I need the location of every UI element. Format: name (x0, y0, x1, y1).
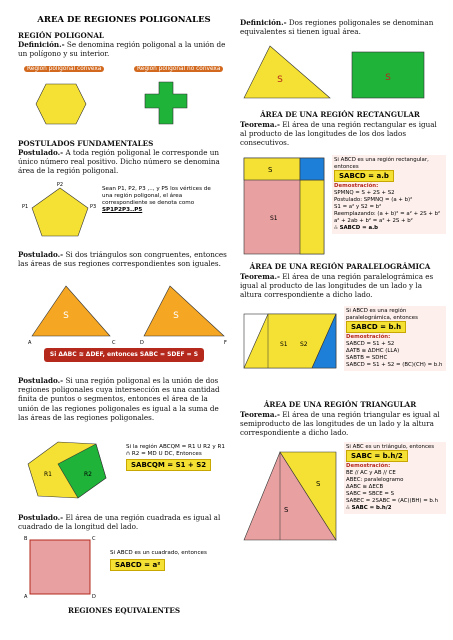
svg-text:S: S (268, 166, 273, 174)
tri-demo-line: ΔABC ≅ ΔECB (346, 484, 384, 490)
svg-text:S: S (173, 311, 179, 321)
rect-theorem: Teorema.- El área de una región rectangular es igual al producto de las longitudes de los dos lados consecutivos. (240, 120, 437, 148)
square-formula: SABCD = a² (110, 559, 165, 571)
polygon-figures (24, 76, 224, 128)
postulado-2: Postulado.- Si dos triángulos son congruentes, entonces las áreas de sus regiones correspondientes son iguales. (18, 250, 227, 269)
region-definition: Definición.- Se denomina región poligonal a la unión de un polígono y su interior. (18, 40, 226, 59)
svg-text:S: S (385, 73, 391, 83)
rect-demo-box: Si ABCD es una región rectangular, entonces SABCD = a.b Demostración: SPMNQ = S + 2S + S2 Postulado: SPMNQ = (a + b)² S1 = a² y S2 = b² Reemplazando: (a + b)² = a² + 2S + b² a² + 2ab + b² = a² + 2S + b² ∴ SABCD = a.b (332, 155, 446, 234)
svg-text:P3: P3 (90, 204, 97, 210)
union-caption: Si la región ABCQM = R1 U R2 y R1 ∩ R2 = MD U DC, Entonces SABCQM = S1 + S2 (126, 444, 225, 469)
para-formula: SABCD = b.h (346, 321, 406, 333)
rect-demo-line: Reemplazando: (a + b)² = a² + 2S + b² (334, 211, 441, 217)
rect-demo-line: SPMNQ = S + 2S + S2 (334, 190, 395, 196)
postulado-3: Postulado.- Si una región poligonal es la unión de dos regiones poligonales cuya intersección es una cantidad finita de puntos o segmentos, entonces el área de la unión de las regiones poligonales es igual a la suma de las áreas de las regiones poligonales. (18, 376, 220, 422)
page-title: AREA DE REGIONES POLIGONALES (37, 15, 211, 25)
pentagon-caption: Sean P1, P2, P3 ,.., y P5 los vértices de una región poligonal, el área correspondiente se denota como SP1P2P3..P5 (102, 186, 211, 213)
equiv-heading: REGIONES EQUIVALENTES (67, 606, 181, 615)
tri-demo-line: SABC = SBCE = S (346, 491, 395, 497)
para-theorem: Teorema.- El área de una región paralelográmica es igual al producto de las longitudes de un lado y la altura correspondiente a dicho lado. (240, 272, 434, 300)
rect-demo-line: S1 = a² y S2 = b² (334, 204, 382, 210)
tri-demo-line: ∴ SABC = b.h/2 (346, 505, 392, 511)
tri-demo-line: ABEC: paralelogramo (346, 477, 404, 483)
rect-demo-line: Postulado: SPMNQ = (a + b)² (334, 197, 413, 203)
tri-heading: ÁREA DE UNA REGIÓN TRIANGULAR (263, 400, 417, 409)
svg-text:D: D (92, 594, 96, 600)
congruent-triangles-figure (18, 278, 230, 346)
tri-demo-line: SABEC = 2SABC = (AC)(BH) = b.h (346, 498, 438, 504)
para-demo-line: SABTB = SDHC (346, 355, 388, 361)
postulado-1: Postulado.- A toda región poligonal le corresponde un único número real positivo. Dicho número se denomina área de la región poligonal. (18, 148, 220, 176)
svg-text:R2: R2 (84, 471, 92, 478)
rect-figure (240, 152, 328, 258)
pentagon-figure (20, 180, 100, 240)
para-demo-line: SABCD = S1 + S2 = (BC)(CH) = b.h (346, 362, 443, 368)
para-demo-line: SABCD = S1 + S2 (346, 341, 395, 347)
svg-text:C: C (112, 340, 116, 346)
svg-text:S: S (277, 75, 283, 85)
nonconvex-label: Región poligonal no convexa (134, 66, 223, 72)
svg-text:S: S (316, 480, 321, 488)
para-demo-line: ΔATB ≅ ΔDHC (LLA) (346, 348, 400, 354)
svg-text:C: C (92, 536, 96, 542)
polygon-examples (24, 66, 224, 126)
equiv-definition: Definición.- Dos regiones poligonales se denominan equivalentes si tienen igual área. (240, 18, 434, 37)
para-figure (240, 306, 340, 376)
rect-demo-line: ∴ SABCD = a.b (334, 225, 379, 231)
square-figure (22, 534, 106, 600)
svg-text:S1: S1 (270, 215, 278, 222)
svg-text:R1: R1 (44, 471, 52, 478)
nonconvex-cross (145, 82, 187, 124)
svg-text:P1: P1 (22, 204, 29, 210)
svg-text:S2: S2 (300, 341, 308, 348)
svg-text:F: F (224, 340, 227, 346)
svg-text:A: A (24, 594, 28, 600)
tri-demo-line: BE // AC y AB // CE (346, 470, 396, 476)
tri-formula: SABC = b.h/2 (346, 450, 408, 462)
postulado-4: Postulado.- El área de una región cuadrada es igual al cuadrado de la longitud del lado. (18, 513, 221, 532)
union-figure (18, 434, 118, 504)
convex-hexagon (36, 84, 86, 124)
rect-formula: SABCD = a.b (334, 170, 394, 182)
union-formula: SABCQM = S1 + S2 (126, 459, 211, 471)
tri-figure (240, 446, 340, 546)
svg-text:A: A (28, 340, 32, 346)
square-caption: Si ABCD es un cuadrado, entonces SABCD = a² (110, 550, 207, 569)
svg-text:S: S (284, 506, 289, 514)
svg-text:B: B (24, 536, 28, 542)
region-heading: REGIÓN POLIGONAL (18, 31, 104, 40)
convex-label: Región poligonal convexa (24, 66, 104, 72)
triangles-banner: Si ΔABC ≅ ΔDEF, entonces SABC = SDEF = S (44, 348, 204, 362)
para-heading: ÁREA DE UNA REGIÓN PARALELOGRÁMICA (249, 262, 431, 271)
para-demo-box: Si ABCD es una región paralelográmica, entonces SABCD = b.h Demostración: SABCD = S1 + S2 ΔATB ≅ ΔDHC (LLA) SABTB = SDHC SABCD = S1 + S2 = (BC)(CH) = b.h (344, 306, 446, 371)
tri-demo-box: Si ABC es un triángulo, entonces SABC = b.h/2 Demostración: BE // AC y AB // CE ABEC: paralelogramo ΔABC ≅ ΔECB SABC = SBCE = S SABEC = 2SABC = (AC)(BH) = b.h ∴ SABC = b.h/2 (344, 442, 446, 514)
svg-text:S1: S1 (280, 341, 288, 348)
rect-demo-line: a² + 2ab + b² = a² + 2S + b² (334, 218, 413, 224)
tri-theorem: Teorema.- El área de una región triangular es igual al semiproducto de las longitudes de un lado y la altura correspondiente a dicho lado. (240, 410, 440, 438)
equivalent-regions-figure (240, 40, 440, 104)
postulados-heading: POSTULADOS FUNDAMENTALES (18, 139, 154, 148)
svg-text:P2: P2 (56, 182, 64, 188)
svg-text:D: D (140, 340, 144, 346)
rect-heading: ÁREA DE UNA REGIÓN RECTANGULAR (260, 110, 420, 119)
svg-text:S: S (63, 311, 69, 321)
